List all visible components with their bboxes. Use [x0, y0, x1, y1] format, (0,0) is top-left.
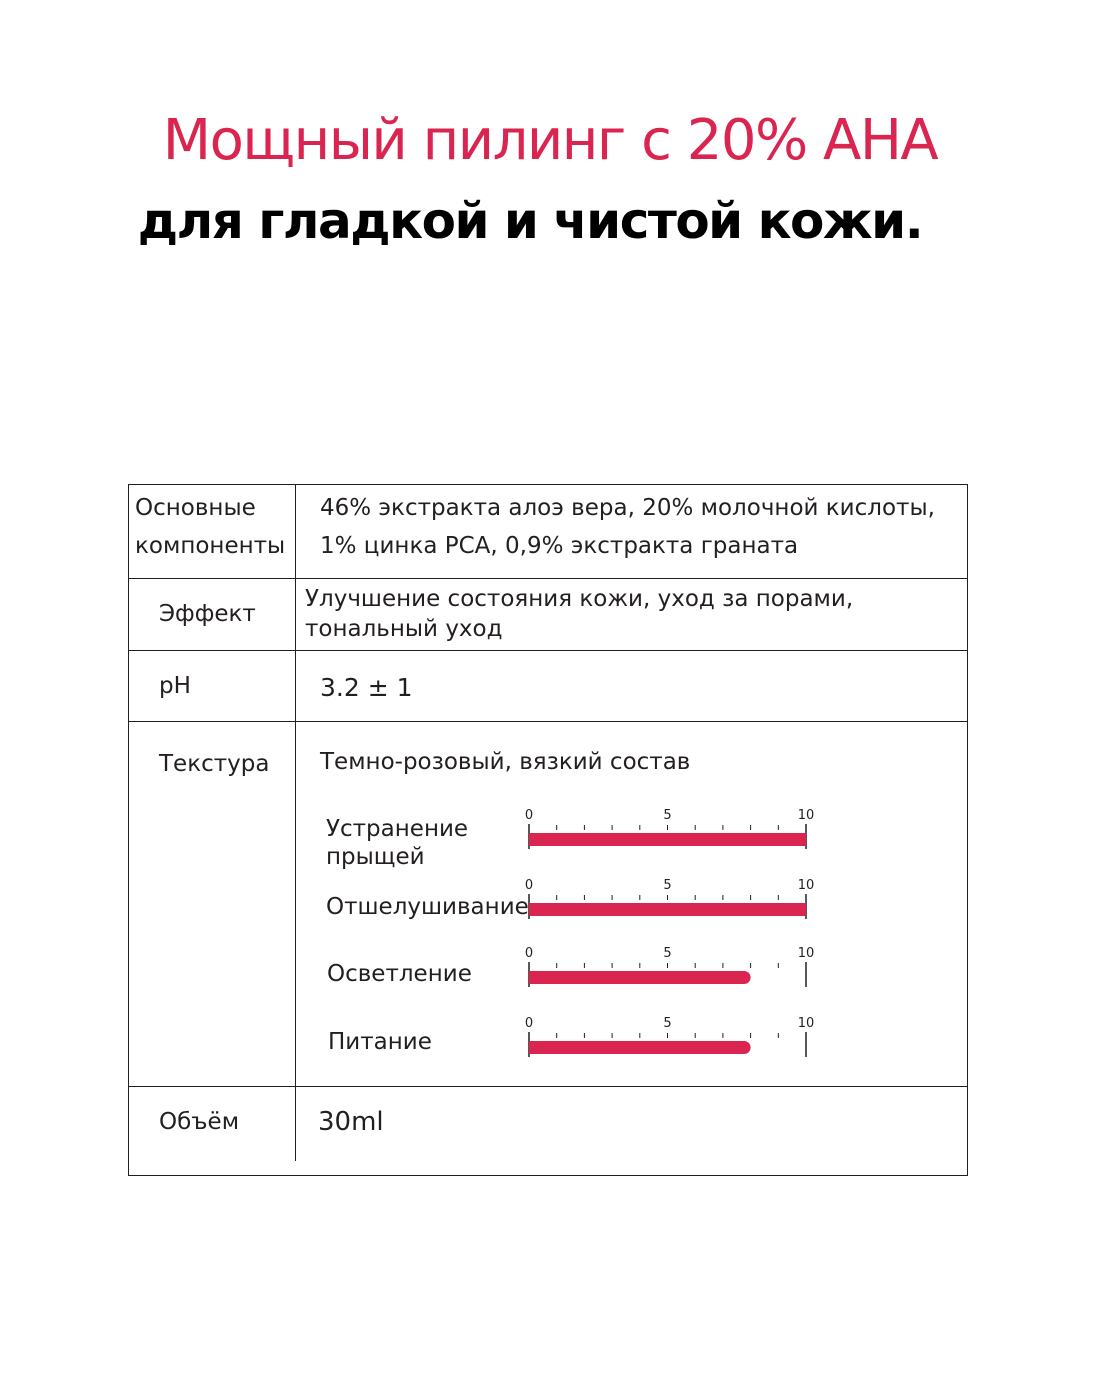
tick-label: 10: [797, 946, 815, 961]
bar-scale-svg: [524, 946, 815, 998]
tick-label: 5: [663, 1016, 672, 1031]
bar: [529, 833, 806, 846]
tick-label: 0: [524, 1016, 534, 1031]
bar-scale-svg: [524, 808, 815, 860]
bar: [529, 971, 751, 984]
bar-scale-brightening: [524, 946, 815, 998]
bar-label-nutrition: Питание: [328, 1029, 432, 1055]
bar-scale-svg: [524, 878, 815, 930]
bar: [529, 1041, 751, 1054]
bar-label-acne: Устранение прыщей: [326, 816, 469, 870]
volume-label: Объём: [159, 1109, 240, 1135]
effect-value: Улучшение состояния кожи, уход за порами, тональный уход: [305, 586, 854, 642]
bar-left-cap: [529, 971, 537, 984]
headline-line2: для гладкой и чистой кожи.: [137, 192, 923, 250]
tick-label: 10: [797, 878, 815, 893]
tick-label: 10: [797, 1016, 815, 1031]
bar-left-cap: [529, 1041, 537, 1054]
texture-label: Текстура: [159, 751, 270, 777]
bar-label-exfoliation: Отшелушивание: [326, 894, 529, 920]
ph-value: 3.2 ± 1: [320, 673, 413, 702]
tick-label: 5: [663, 808, 672, 823]
volume-value: 30ml: [318, 1107, 384, 1137]
row-divider: [129, 650, 967, 651]
tick-label: 0: [524, 878, 534, 893]
row-divider: [129, 721, 967, 722]
components-value: 46% экстракта алоэ вера, 20% молочной кислоты, 1% цинка PCA, 0,9% экстракта граната: [320, 495, 935, 559]
bar: [529, 903, 806, 916]
row-divider: [129, 578, 967, 579]
spec-table: [128, 484, 968, 1176]
column-divider: [295, 485, 296, 1161]
bar-label-brightening: Осветление: [327, 961, 472, 987]
tick-label: 5: [663, 946, 672, 961]
effect-label: Эффект: [159, 601, 256, 627]
headline-line1: Мощный пилинг с 20% AHA: [162, 108, 938, 173]
tick-label: 0: [524, 946, 534, 961]
texture-value: Темно-розовый, вязкий состав: [320, 749, 691, 775]
ph-label: pH: [159, 673, 191, 699]
row-divider: [129, 1086, 967, 1087]
tick-label: 5: [663, 878, 672, 893]
bar-scale-exfoliation: [524, 878, 815, 930]
components-label: Основные компоненты: [135, 495, 286, 559]
tick-label: 0: [524, 808, 534, 823]
tick-label: 10: [797, 808, 815, 823]
bar-scale-nutrition: [524, 1016, 815, 1068]
bar-scale-acne: [524, 808, 815, 860]
bar-scale-svg: [524, 1016, 815, 1068]
